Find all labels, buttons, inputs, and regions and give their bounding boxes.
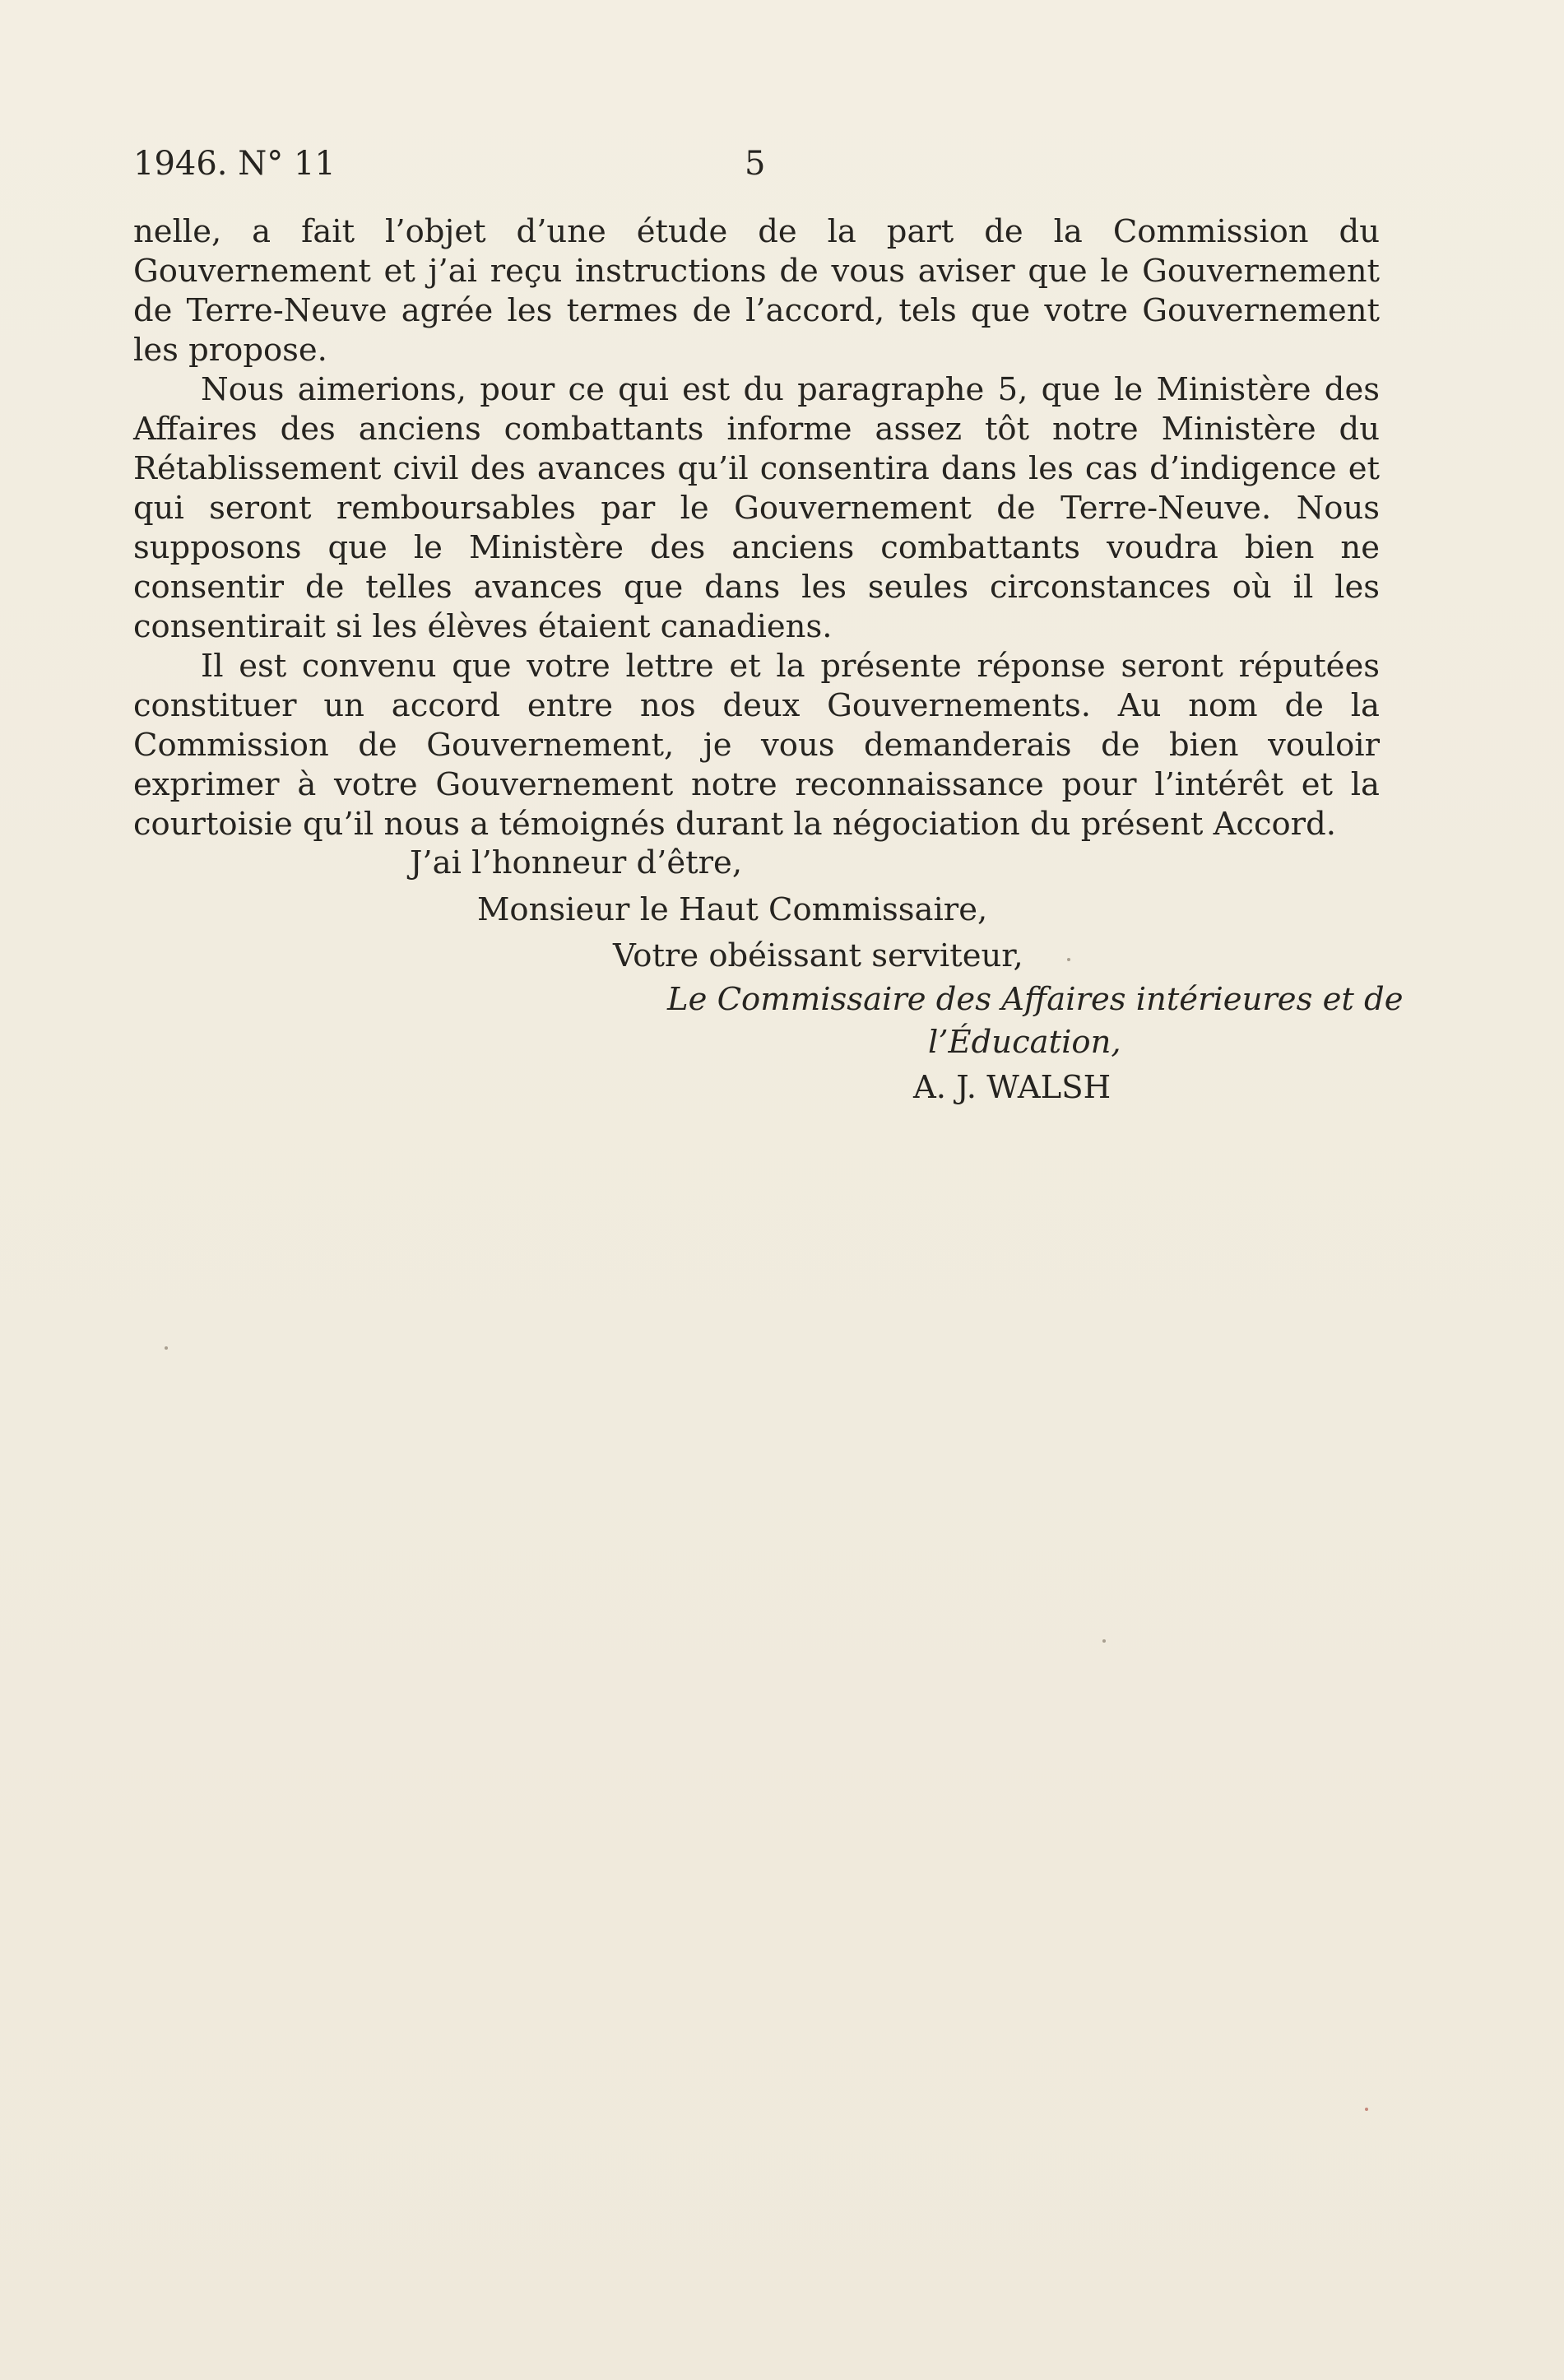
signatory-title-line2: l’Éducation, — [928, 1024, 1121, 1061]
signatory-title-line1: Le Commissaire des Affaires intérieures et de — [667, 981, 1404, 1018]
paragraph-2: Nous aimerions, pour ce qui est du paragraphe 5, que le Ministère des Affaires des anciens combattants informe assez tôt notre Ministère du Rétablissement civil des avances qu’il consentira dans les cas d’indigence et qui seront remboursables par le Gouvernement de Terre-Neuve. Nous supposons que le Ministère des anciens combattants voudra bien ne consentir de telles avances que dans les seules circonstances où il les consentirait si les élèves étaient canadiens. — [133, 371, 1380, 645]
page-number: 5 — [745, 145, 766, 183]
paper-speck — [165, 1346, 168, 1350]
paper-speck — [1102, 1639, 1106, 1643]
paper-speck — [1067, 958, 1070, 961]
paragraph-3: Il est convenu que votre lettre et la présente réponse seront réputées constituer un accord entre nos deux Gouvernements. Au nom de la Commission de Gouvernement, je vous demanderais de bien vouloir exprimer à votre Gouvernement notre reconnaissance pour l’intérêt et la courtoisie qu’il nous a témoignés durant la négociation du présent Accord. — [133, 648, 1380, 843]
running-head: 1946. N° 11 — [133, 145, 336, 183]
letter-body — [133, 212, 1380, 844]
signatory-name: A. J. WALSH — [913, 1069, 1112, 1106]
valediction-line: Votre obéissant serviteur, — [613, 937, 1023, 974]
addressee-line: Monsieur le Haut Commissaire, — [477, 891, 988, 928]
paper-speck — [1365, 2108, 1368, 2111]
paragraph-1: nelle, a fait l’objet d’une étude de la part de la Commission du Gouvernement et j’ai reçu instructions de vous aviser que le Gouvernement de Terre-Neuve agrée les termes de l’accord, tels que votre Gouvernement les propose. — [133, 213, 1380, 369]
salutation-line: J’ai l’honneur d’être, — [410, 844, 743, 881]
